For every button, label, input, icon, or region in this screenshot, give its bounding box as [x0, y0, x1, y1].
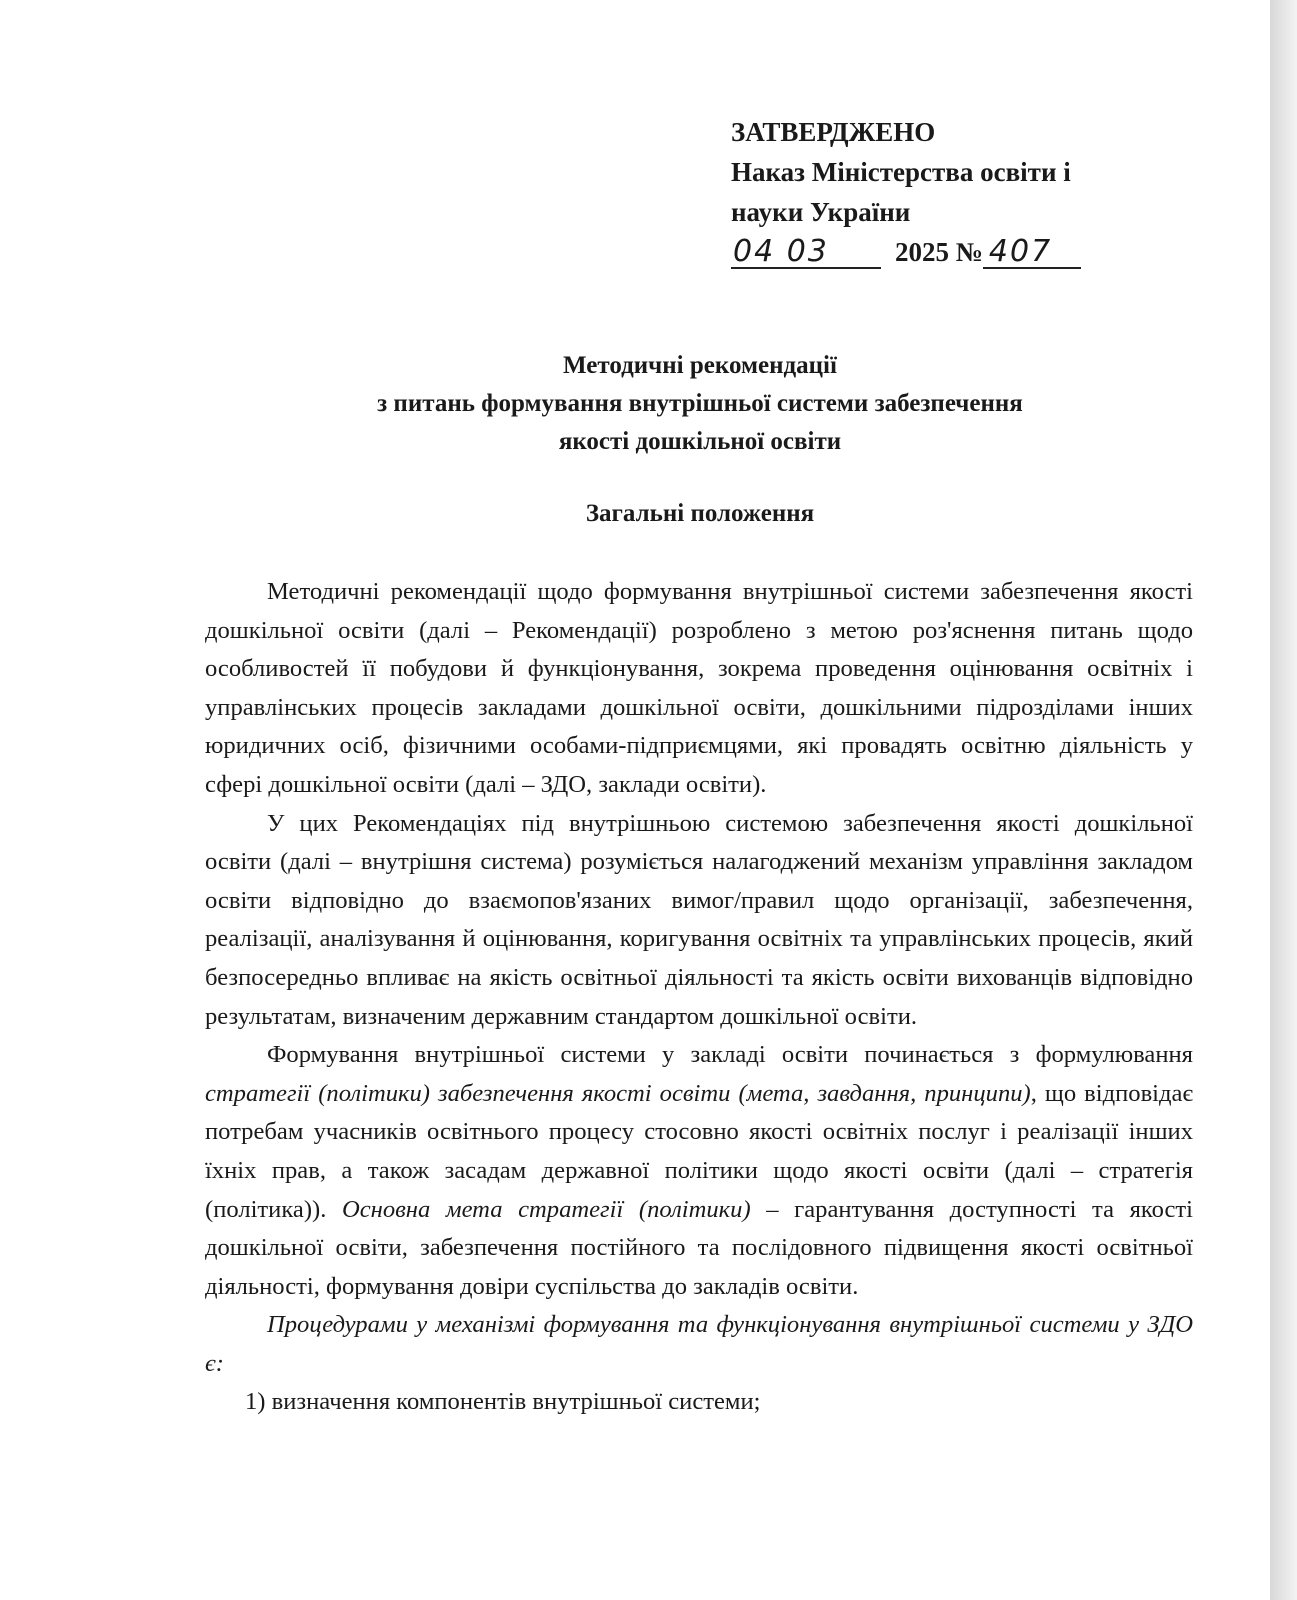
- approval-stamp: ЗАТВЕРДЖЕНО: [731, 117, 936, 147]
- section-heading: Загальні положення: [585, 500, 815, 527]
- title-line-1: Методичні рекомендації: [563, 352, 837, 379]
- handwritten-order-number: 407: [983, 237, 1081, 269]
- order-line-2: науки України: [731, 197, 911, 227]
- title-line-3: якості дошкільної освіти: [558, 428, 842, 455]
- list-item-1: 1) визначення компонентів внутрішньої системи;: [245, 1388, 761, 1416]
- order-line-1: Наказ Міністерства освіти і: [731, 157, 1071, 187]
- order-date-line: [731, 232, 1201, 272]
- approval-block: [731, 112, 1201, 272]
- p3-italic-main-goal: Основна мета стратегії (політики): [341, 1195, 751, 1223]
- p3-text-2: , що відповідає потребам учасників освітнього процесу стосовно якості освітніх послуг і реалізації інших їхніх прав, а також засадам державної політики щодо якості освіти (далі – стратегія (політика)).: [205, 1079, 1194, 1223]
- paragraph-1: Методичні рекомендації щодо формування внутрішньої системи забезпечення якості дошкільної освіти (далі – Рекомендації) розроблено з метою роз'яснення питань щодо особливостей її побудови й функціонування, зокрема проведення оцінювання освітніх і управлінських процесів закладами дошкільної освіти, дошкільними підрозділами інших юридичних осіб, фізичними особами-підприємцями, які провадять освітню діяльність у сфері дошкільної освіти (далі – ЗДО, заклади освіти).: [205, 578, 1193, 798]
- p3-italic-strategy: стратегії (політики) забезпечення якості освіти (мета, завдання, принципи): [205, 1079, 1031, 1107]
- title-line-2: з питань формування внутрішньої системи забезпечення: [377, 390, 1023, 417]
- p3-text-1: Формування внутрішньої системи у закладі освіти починається з формулювання: [267, 1041, 1193, 1069]
- body-text: [205, 573, 1193, 1422]
- document-title: [210, 347, 1190, 461]
- handwritten-date: 04 03: [731, 237, 881, 269]
- paragraph-4: Процедурами у механізмі формування та функціонування внутрішньої системи у ЗДО є:: [205, 1311, 1193, 1377]
- order-year: 2025 №: [895, 237, 983, 267]
- paragraph-2: У цих Рекомендаціях під внутрішньою системою забезпечення якості дошкільної освіти (далі – внутрішня система) розуміється налагоджений механізм управління закладом освіти відповідно до взаємопов'язаних вимог/правил щодо організації, забезпечення, реалізації, аналізування й оцінювання, коригування освітніх та управлінських процесів, який безпосередньо впливає на якість освітньої діяльності та якість освіти вихованців відповідно результатам, визначеним державним стандартом дошкільної освіти.: [205, 809, 1193, 1030]
- page-edge: [1270, 0, 1297, 1600]
- paragraph-3: [205, 1036, 1193, 1306]
- p3-text-3: – гарантування доступності та якості дошкільної освіти, забезпечення постійного та послідовного підвищення якості освітньої діяльності, формування довіри суспільства до закладів освіти.: [205, 1195, 1193, 1300]
